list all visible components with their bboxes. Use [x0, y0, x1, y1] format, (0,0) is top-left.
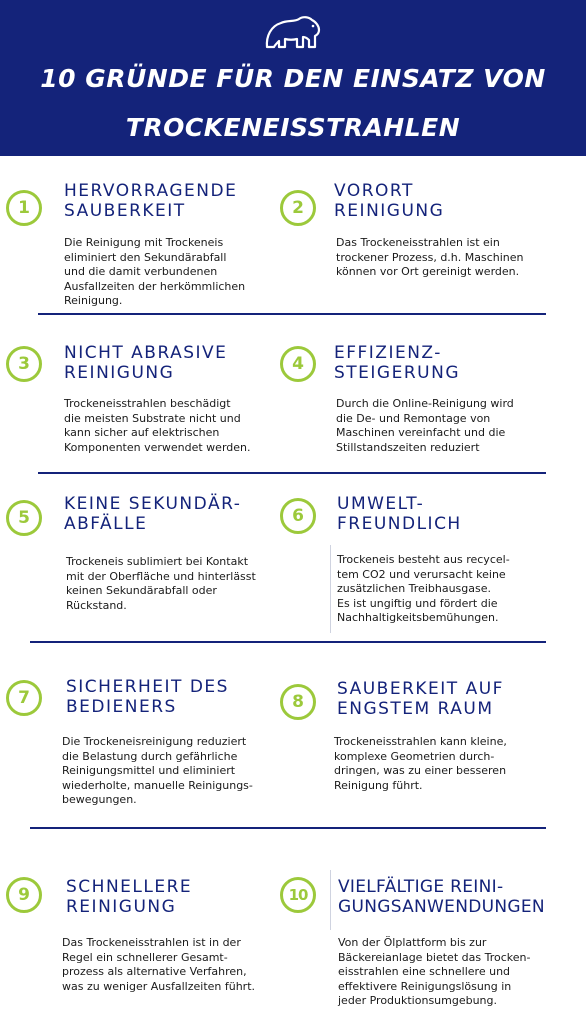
column-divider: [330, 870, 331, 930]
reason-text-1: Die Reinigung mit Trockeneis eliminiert den Sekundärabfall und die damit verbundenen Ausfallzeiten der herkömmlichen Reinigung.: [64, 236, 246, 307]
reason-heading-6: UMWELT- FREUNDLICH: [337, 494, 462, 534]
reason-heading-4: EFFIZIENZ- STEIGERUNG: [334, 343, 460, 383]
row-divider: [38, 472, 546, 474]
reason-text-5: Trockeneis sublimiert bei Kontakt mit der Oberfläche und hinterlässt keinen Sekundärabfall oder Rückstand.: [66, 555, 256, 612]
reason-number-5: 5: [6, 500, 42, 536]
reason-number-2: 2: [280, 190, 316, 226]
reason-number-8: 8: [280, 684, 316, 720]
reason-heading-10: VIELFÄLTIGE REINI- GUNGSANWENDUNGEN: [338, 877, 545, 917]
reason-text-3: Trockeneisstrahlen beschädigt die meisten Substrate nicht und kann sicher auf elektrischen Komponenten verwendet werden.: [64, 397, 251, 454]
reason-number-3: 3: [6, 346, 42, 382]
reason-number-10: 10: [280, 877, 316, 913]
reason-heading-9: SCHNELLERE REINIGUNG: [66, 877, 193, 917]
reason-heading-3: NICHT ABRASIVE REINIGUNG: [64, 343, 228, 383]
reason-number-9: 9: [6, 877, 42, 913]
reason-heading-5: KEINE SEKUNDÄR- ABFÄLLE: [64, 494, 242, 534]
row-divider: [30, 641, 546, 643]
reason-text-9: Das Trockeneisstrahlen ist in der Regel ein schnellerer Gesamt- prozess als alternative Verfahren, was zu weniger Ausfallzeiten führt.: [62, 936, 256, 993]
reason-text-4: Durch die Online-Reinigung wird die De- und Remontage von Maschinen vereinfacht und die Stillstandszeiten reduziert: [336, 397, 514, 454]
reason-text-6: Trockeneis besteht aus recycel- tem CO2 und verursacht keine zusätzlichen Treibhausgase. Es ist ungiftig und fördert die Nachhaltigkeitsbemühungen.: [337, 553, 510, 624]
reason-text-10: Von der Ölplattform bis zur Bäckereianlage bietet das Trocken- eisstrahlen eine schnellere und effektivere Reinigungslösung in jeder Produktionsumgebung.: [338, 936, 531, 1007]
row-divider: [30, 827, 546, 829]
reason-text-7: Die Trockeneisreinigung reduziert die Belastung durch gefährliche Reinigungsmittel und eliminiert wiederholte, manuelle Reinigungs- bewegungen.: [62, 735, 253, 806]
reason-number-7: 7: [6, 680, 42, 716]
bear-logo-icon: [263, 14, 323, 52]
reason-number-4: 4: [280, 346, 316, 382]
reason-text-2: Das Trockeneisstrahlen ist ein trockener Prozess, d.h. Maschinen können vor Ort gereinigt werden.: [336, 236, 524, 278]
reason-text-8: Trockeneisstrahlen kann kleine, komplexe Geometrien durch- dringen, was zu einer besseren Reinigung führt.: [334, 735, 507, 792]
reason-heading-8: SAUBERKEIT AUF ENGSTEM RAUM: [337, 679, 504, 719]
header-banner: [0, 0, 586, 156]
page-title-line2: TROCKENEISSTRAHLEN: [125, 113, 461, 142]
page-title-line1: 10 GRÜNDE FÜR DEN EINSATZ VON: [40, 64, 546, 93]
reason-number-6: 6: [280, 498, 316, 534]
reason-heading-7: SICHERHEIT DES BEDIENERS: [66, 677, 229, 717]
row-divider: [38, 313, 546, 315]
column-divider: [330, 545, 331, 633]
reason-heading-2: VORORT REINIGUNG: [334, 181, 445, 221]
reason-number-1: 1: [6, 190, 42, 226]
reason-heading-1: HERVORRAGENDE SAUBERKEIT: [64, 181, 238, 221]
